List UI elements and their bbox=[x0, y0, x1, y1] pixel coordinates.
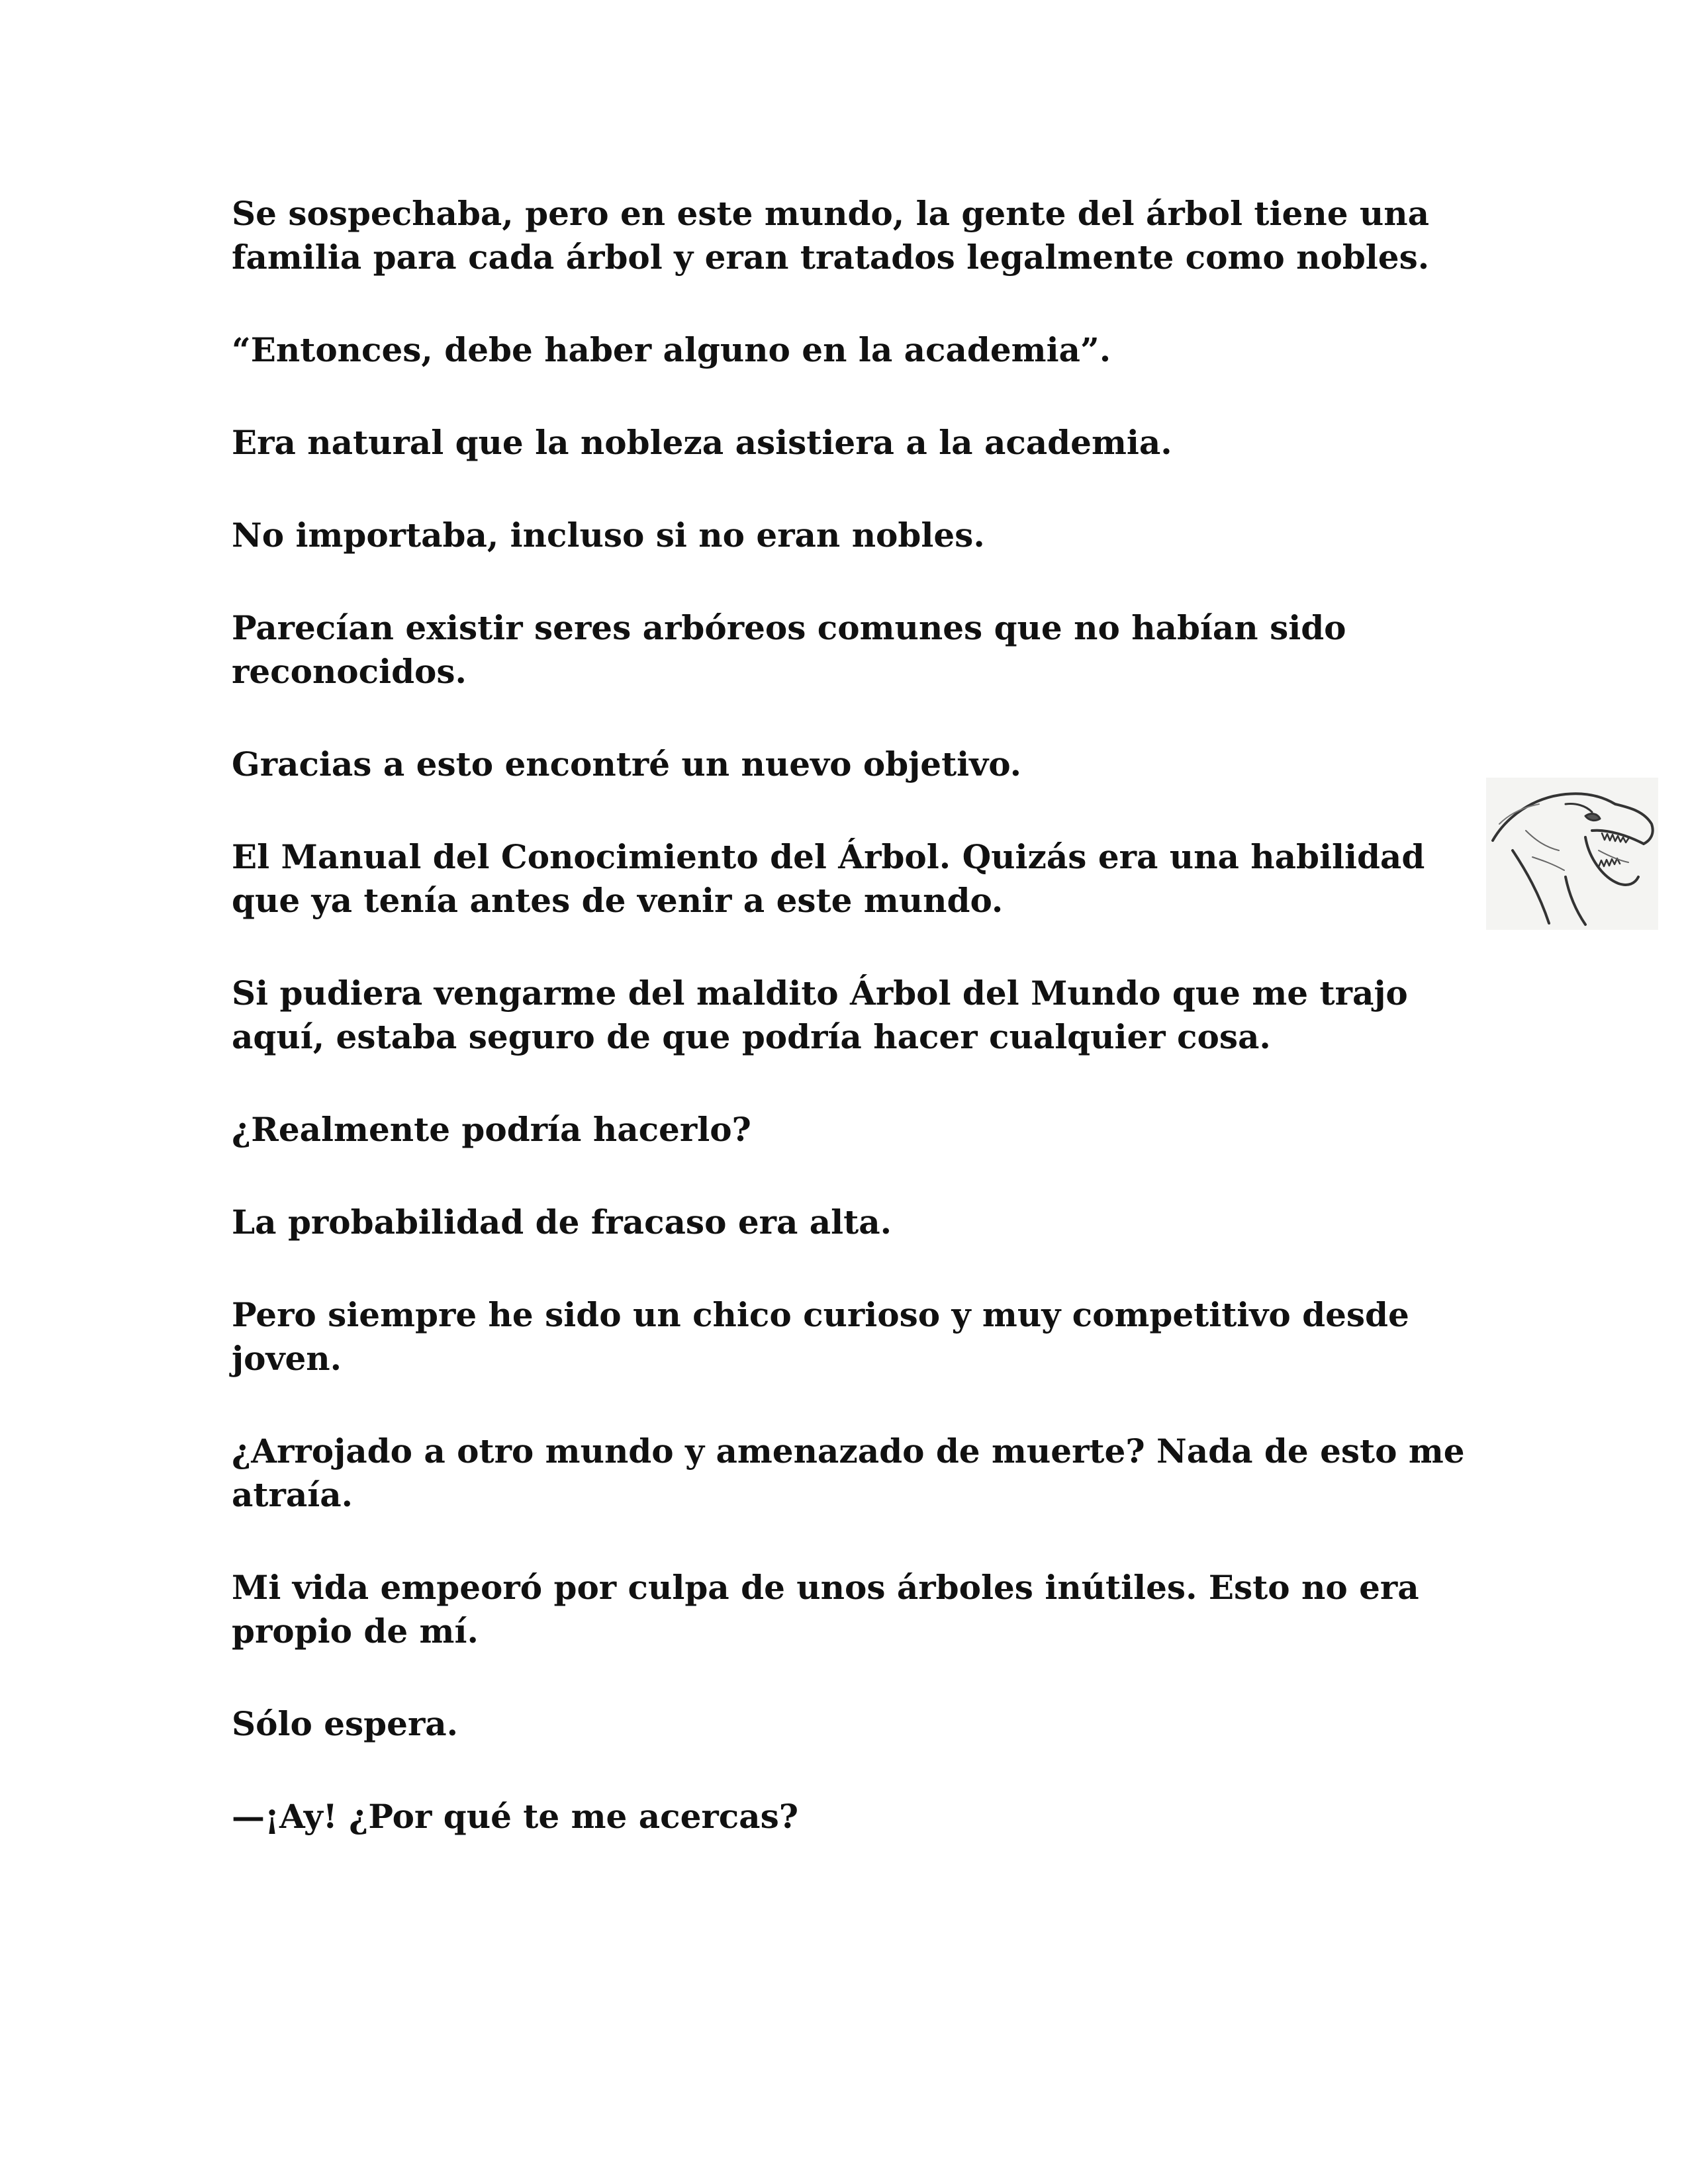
paragraph: Parecían existir seres arbóreos comunes que no habían sido reconocidos. bbox=[232, 608, 1346, 691]
paragraph: Era natural que la nobleza asistiera a la academia. bbox=[232, 423, 1172, 462]
paragraph: La probabilidad de fracaso era alta. bbox=[232, 1203, 892, 1242]
paragraph: Se sospechaba, pero en este mundo, la gente del árbol tiene una familia para cada árbol y eran tratados legalmente como nobles. bbox=[232, 194, 1430, 277]
paragraph: Gracias a esto encontré un nuevo objetivo. bbox=[232, 745, 1022, 784]
paragraph: —¡Ay! ¿Por qué te me acercas? bbox=[232, 1797, 799, 1836]
paragraph: Pero siempre he sido un chico curioso y muy competitivo desde joven. bbox=[232, 1295, 1409, 1378]
paragraph: ¿Arrojado a otro mundo y amenazado de muerte? Nada de esto me atraía. bbox=[232, 1432, 1465, 1514]
paragraph: Mi vida empeoró por culpa de unos árboles inútiles. Esto no era propio de mí. bbox=[232, 1568, 1419, 1651]
paragraph: El Manual del Conocimiento del Árbol. Quizás era una habilidad que ya tenía antes de venir a este mundo. bbox=[232, 837, 1425, 920]
paragraph: No importaba, incluso si no eran nobles. bbox=[232, 516, 985, 555]
dinosaur-head-sketch-icon bbox=[1486, 778, 1658, 930]
body-text bbox=[232, 192, 1476, 1888]
paragraph: ¿Realmente podría hacerlo? bbox=[232, 1110, 751, 1149]
paragraph: Sólo espera. bbox=[232, 1704, 459, 1743]
paragraph: “Entonces, debe haber alguno en la academia”. bbox=[232, 330, 1111, 369]
paragraph: Si pudiera vengarme del maldito Árbol del Mundo que me trajo aquí, estaba seguro de que podría hacer cualquier cosa. bbox=[232, 974, 1408, 1056]
